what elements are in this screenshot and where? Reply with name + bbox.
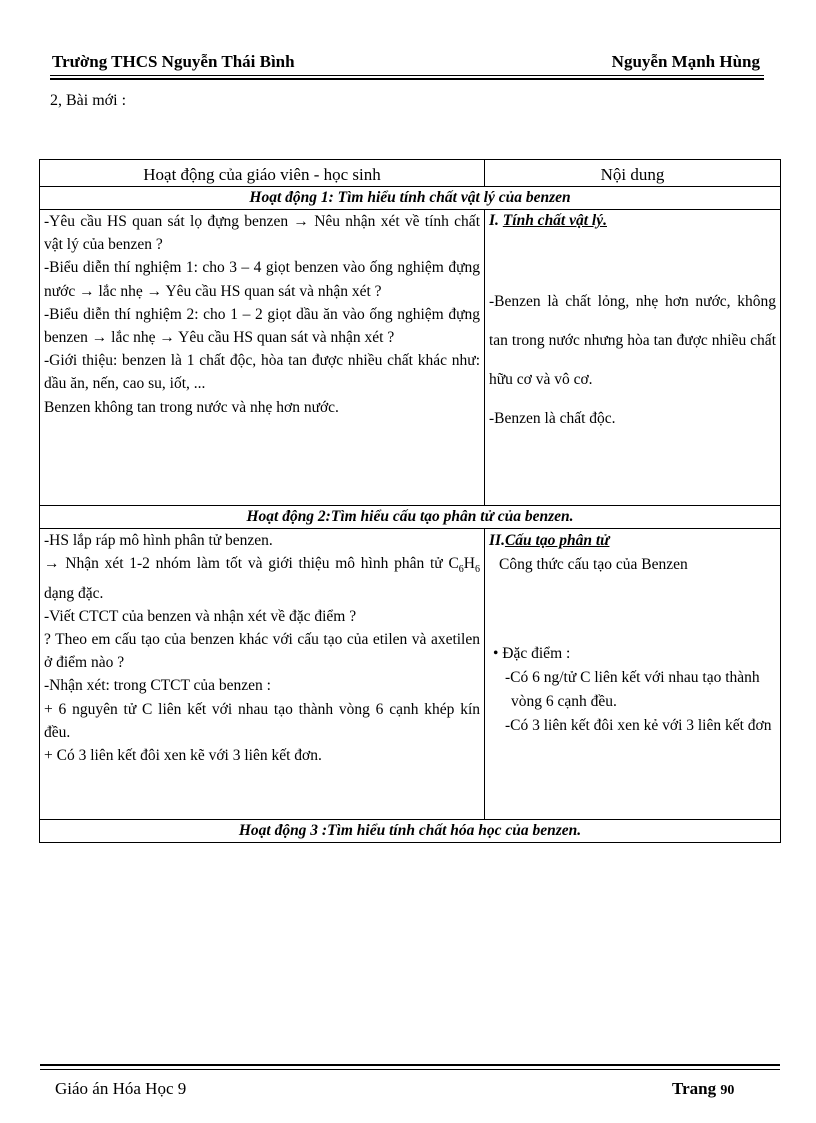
footer-rule-thin	[40, 1069, 780, 1070]
table-line: -Yêu cầu HS quan sát lọ đựng benzen → Nêu nhận xét về tính chất vật lý của benzen ?	[44, 213, 480, 254]
page-label: Trang	[672, 1079, 717, 1098]
activity-1-teacher-student	[40, 210, 485, 506]
subscript: 6	[475, 564, 480, 576]
activity-1-row	[40, 210, 781, 506]
school-name: Trường THCS Nguyễn Thái Bình	[52, 52, 295, 71]
content-line: Công thức cấu tạo của Benzen	[499, 556, 688, 573]
activity-2-title: Hoạt động 2:Tìm hiểu cấu tạo phân tử của benzen.	[40, 506, 781, 529]
activity-2-row	[40, 529, 781, 820]
table-line: -Nhận xét: trong CTCT của benzen :	[44, 677, 271, 695]
page-header	[50, 52, 762, 76]
lesson-table	[39, 159, 781, 843]
heading-prefix: I.	[489, 212, 499, 229]
content-bullet: • Đặc điểm :	[493, 645, 571, 662]
col-header-content: Nội dung	[485, 160, 781, 187]
footer-page	[672, 1079, 734, 1099]
table-line: + 6 nguyên tử C liên kết với nhau tạo thành vòng 6 cạnh khép kín đều.	[44, 700, 480, 741]
section-title: 2, Bài mới :	[50, 92, 127, 109]
activity-1-title: Hoạt động 1: Tìm hiểu tính chất vật lý của benzen	[40, 187, 781, 210]
table-line	[44, 552, 480, 605]
header-rule-thick	[50, 78, 764, 80]
content-line: -Có 3 liên kết đôi xen kẻ với 3 liên kết đơn	[505, 717, 772, 734]
heading-prefix: II.	[489, 532, 505, 549]
activity-2-content	[485, 529, 781, 820]
content-heading	[489, 529, 776, 553]
activity-2-title-row	[40, 506, 781, 529]
content-line: -Benzen là chất lỏng, nhẹ hơn nước, không tan trong nước nhưng hòa tan được nhiều chất hữu cơ và vô cơ.	[489, 293, 776, 388]
footer-subject: Giáo án Hóa Học 9	[55, 1079, 187, 1098]
table-line: ? Theo em cấu tạo của benzen khác với cấu tạo của etilen và axetilen ở điểm nào ?	[44, 630, 480, 672]
activity-1-content	[485, 210, 781, 506]
line-text: dạng đặc.	[44, 584, 104, 602]
table-line: -Biểu diễn thí nghiệm 1: cho 3 – 4 giọt benzen vào ống nghiệm đựng nước → lắc nhẹ → Yêu cầu HS quan sát và nhận xét ?	[44, 259, 480, 300]
content-line: -Benzen là chất độc.	[489, 410, 616, 427]
table-line: -Biểu diễn thí nghiệm 2: cho 1 – 2 giọt dầu ăn vào ống nghiệm đựng benzen → lắc nhẹ → Yêu cầu HS quan sát và nhận xét ?	[44, 305, 480, 347]
activity-2-teacher-student	[40, 529, 485, 820]
line-text: H	[463, 555, 475, 573]
table-line: -Giới thiệu: benzen là 1 chất độc, hòa tan được nhiều chất khác như: dầu ăn, nến, cao su, iốt, ...	[44, 352, 480, 393]
content-line: -Có 6 ng/tử C liên kết với nhau tạo thành vòng 6 cạnh đều.	[505, 669, 760, 710]
activity-1-title-row	[40, 187, 781, 210]
subscript: 6	[458, 564, 464, 576]
table-line: -HS lắp ráp mô hình phân tử benzen.	[44, 532, 273, 549]
content-heading	[489, 210, 776, 232]
heading-text: Tính chất vật lý.	[502, 212, 607, 229]
line-text: → Nhận xét 1-2 nhóm làm tốt và giới thiệu mô hình phân tử C	[44, 555, 459, 573]
page-number: 90	[720, 1083, 735, 1098]
activity-3-title: Hoạt động 3 :Tìm hiểu tính chất hóa học của benzen.	[40, 820, 781, 843]
heading-text: Cấu tạo phân tử	[504, 532, 610, 549]
formula-space	[489, 577, 776, 642]
table-line: -Viết CTCT của benzen và nhận xét về đặc điểm ?	[44, 607, 357, 625]
table-header-row	[40, 160, 781, 187]
header-rule-thin	[50, 75, 764, 76]
table-line: Benzen không tan trong nước và nhẹ hơn nước.	[44, 398, 339, 416]
col-header-activities: Hoạt động của giáo viên - học sinh	[40, 160, 485, 187]
activity-3-title-row	[40, 820, 781, 843]
footer-rule-thick	[40, 1064, 780, 1066]
table-line: + Có 3 liên kết đôi xen kẽ với 3 liên kết đơn.	[44, 746, 322, 764]
teacher-name: Nguyễn Mạnh Hùng	[611, 52, 760, 71]
